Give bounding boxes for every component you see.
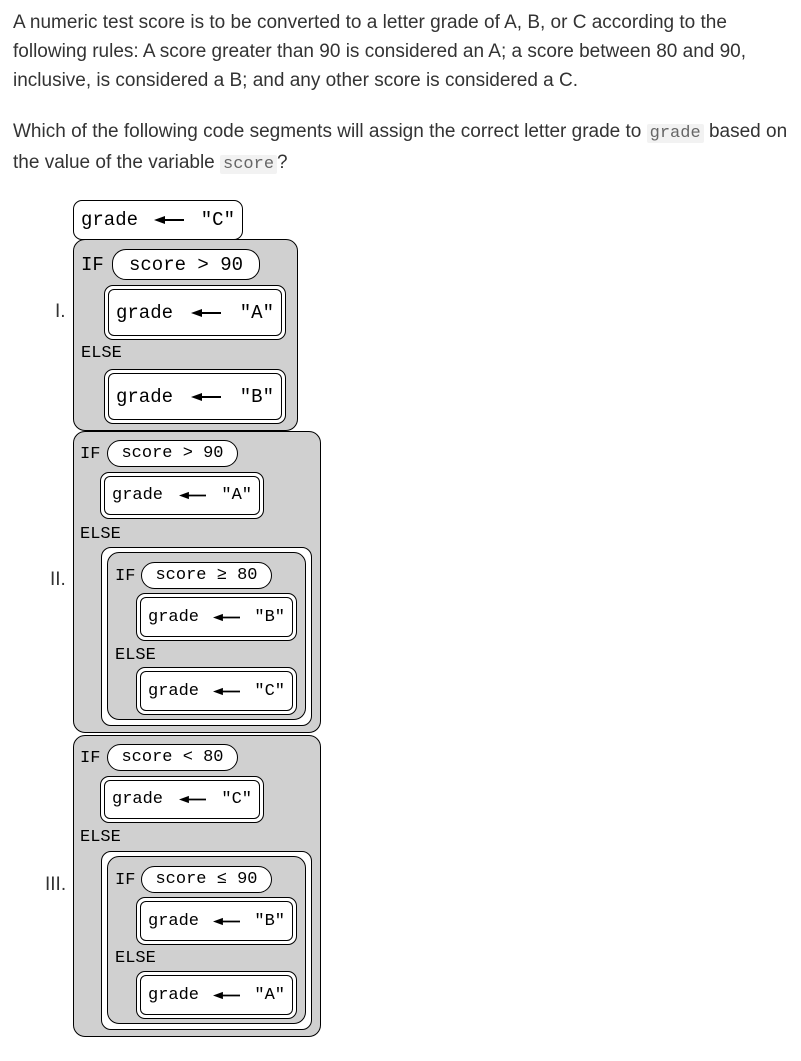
assign-target: grade [148,985,200,1005]
assign-arrow-icon [179,795,206,804]
option-i-condition: score > 90 [112,249,260,280]
assign-arrow-icon [213,991,240,1000]
variable-grade: grade [647,124,704,143]
assign-arrow-icon [191,392,221,402]
prompt-text-end: ? [277,152,288,173]
option-ii-then-assignment [100,472,264,519]
assign-arrow-icon [213,613,240,622]
assign-value: "B" [254,911,285,931]
else-keyword: ELSE [81,344,122,363]
if-keyword: IF [115,871,136,890]
option-ii-nested-then-assignment [136,593,297,641]
if-keyword: IF [81,254,104,276]
prompt-text-start: Which of the following code segments will assign the correct letter grade to [13,121,642,142]
assign-value: "A" [254,985,285,1005]
option-iii-then-assignment [100,776,264,823]
option-numeral-iii: III. [45,874,67,895]
option-ii-condition: score > 90 [107,440,238,467]
assign-target: grade [148,681,200,701]
option-i-else-assignment [104,369,286,424]
assign-value: "A" [239,301,274,324]
assign-target: grade [116,301,174,324]
option-numeral-ii: II. [50,569,66,590]
assign-value: "C" [254,681,285,701]
assign-arrow-icon [191,308,221,318]
if-keyword: IF [115,567,136,586]
assign-arrow-icon [179,491,206,500]
question-paragraph: A numeric test score is to be converted to a letter grade of A, B, or C according to the following rules: A score greater than 90 is considered an A; a score between 80 and 90, inclusive, is considered a B; and any other score is considered a C. [13,12,747,91]
if-keyword: IF [80,749,101,768]
assign-target: grade [112,790,164,809]
assign-arrow-icon [213,917,240,926]
assign-arrow-icon [213,687,240,696]
else-keyword: ELSE [80,828,121,847]
option-i-then-assignment [104,285,286,340]
assign-target: grade [112,486,164,505]
assign-value: "C" [200,209,235,231]
assign-value: "C" [221,790,252,809]
else-keyword: ELSE [115,949,156,968]
option-ii-nested-condition: score ≥ 80 [141,562,272,589]
option-i-initial-assignment [73,200,243,240]
assign-target: grade [148,607,200,627]
option-iii-condition: score < 80 [107,744,238,771]
option-iii-nested-condition: score ≤ 90 [141,866,272,893]
variable-score: score [220,155,277,174]
option-ii-nested-else-assignment [136,667,297,715]
assign-target: grade [116,385,174,408]
else-keyword: ELSE [115,646,156,665]
assign-value: "B" [254,607,285,627]
assign-value: "B" [239,385,274,408]
if-keyword: IF [80,445,101,464]
option-iii-nested-else-assignment [136,971,297,1019]
assign-target: grade [148,911,200,931]
assign-arrow-icon [154,215,184,225]
prompt-text-middle: based on the value of the variable [13,121,788,173]
question-prompt [13,117,793,179]
assign-target: grade [81,209,139,231]
else-keyword: ELSE [80,525,121,544]
option-numeral-i: I. [55,301,66,322]
assign-value: "A" [221,486,252,505]
option-iii-nested-then-assignment [136,897,297,945]
